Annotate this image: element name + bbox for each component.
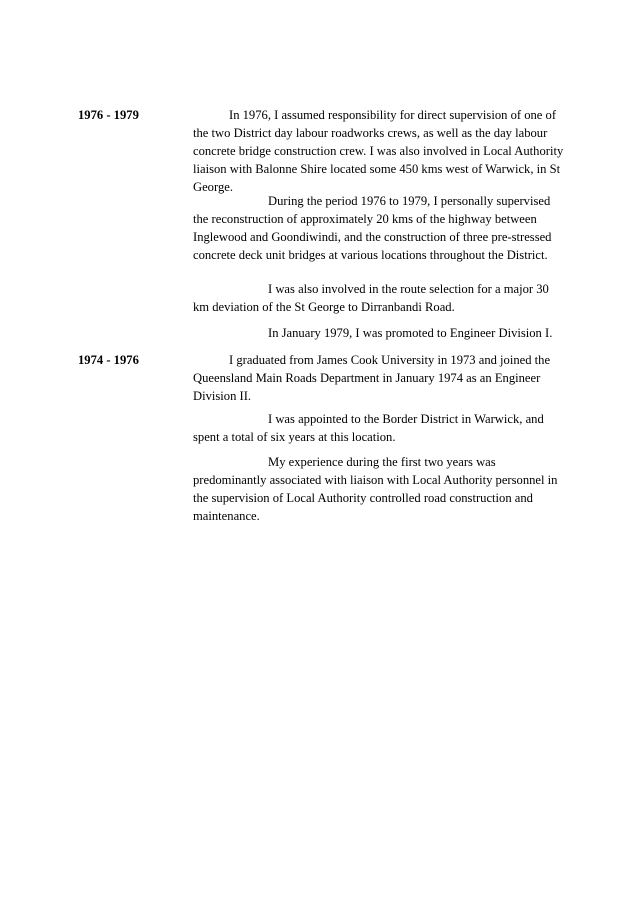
entry-body: [193, 106, 565, 196]
entry-body: [193, 351, 565, 405]
paragraph: My experience during the first two years was predominantly associated with liaison with Local Authority personnel in the supervision of Local Authority controlled road construction and maintenance.: [193, 455, 558, 524]
entry-body: [193, 410, 565, 446]
paragraph: I was appointed to the Border District in Warwick, and spent a total of six years at this location.: [193, 412, 544, 445]
paragraph: In 1976, I assumed responsibility for direct supervision of one of the two District day labour roadworks crews, as well as the day labour concrete bridge construction crew. I was also involved in Local Authority liaison with Balonne Shire located some 450 kms west of Warwick, in St George.: [193, 108, 564, 195]
entry-body: [193, 280, 565, 316]
paragraph: I was also involved in the route selection for a major 30 km deviation of the St George to Dirranbandi Road.: [193, 282, 549, 315]
paragraph: I graduated from James Cook University in 1973 and joined the Queensland Main Roads Department in January 1974 as an Engineer Division II.: [193, 353, 551, 404]
paragraph: During the period 1976 to 1979, I personally supervised the reconstruction of approximately 20 kms of the highway between Inglewood and Goondiwindi, and the construction of three pre-stressed concrete deck unit bridges at various locations throughout the District.: [193, 194, 552, 263]
entry-date: 1976 - 1979: [78, 108, 139, 122]
entry-body: [193, 453, 565, 525]
entry-date: 1974 - 1976: [78, 353, 139, 367]
entry-body: [193, 192, 565, 264]
paragraph: In January 1979, I was promoted to Engineer Division I.: [268, 326, 553, 340]
entry-body: [193, 324, 565, 342]
